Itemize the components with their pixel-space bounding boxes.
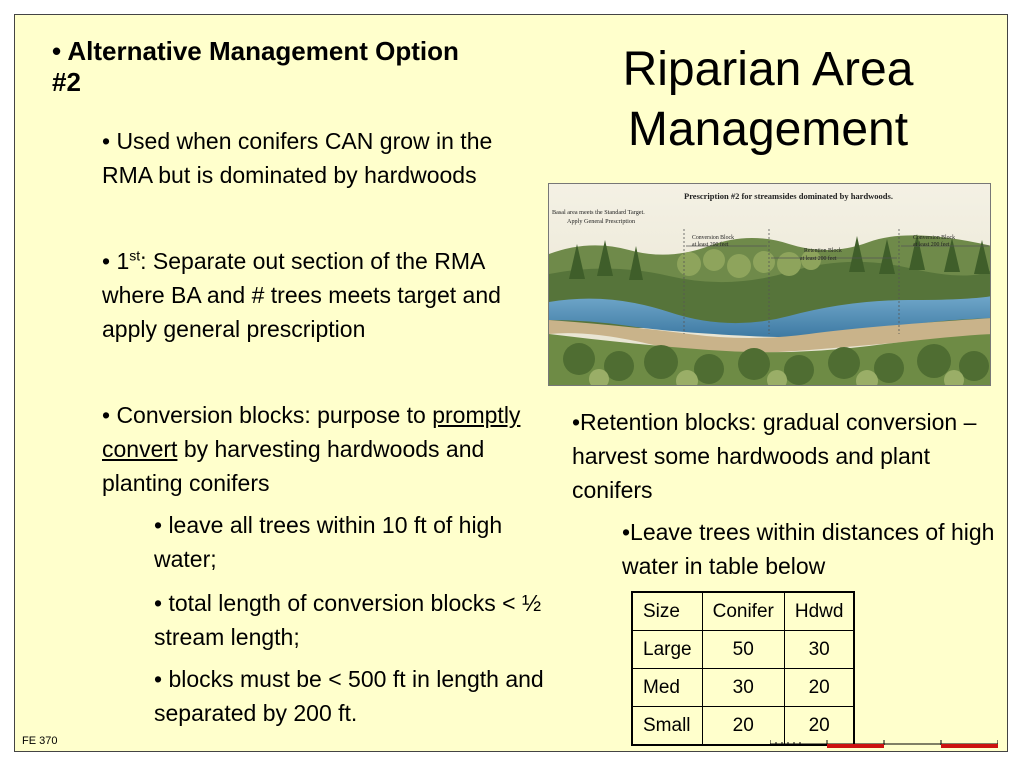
table-header-size: Size	[632, 592, 702, 631]
bullet-leave-trees: •Leave trees within distances of high water in table below	[622, 519, 995, 579]
table-header-hdwd: Hdwd	[784, 592, 854, 631]
table-cell: 30	[784, 631, 854, 669]
first-text: : Separate out section of the RMA where BA and # trees meets target and apply general prescription	[102, 248, 501, 342]
conversion-underlined: promptly convert	[102, 402, 521, 462]
table-cell: 50	[702, 631, 784, 669]
prescription-illustration	[548, 183, 991, 386]
illus-conversion-right-2: at least 200 feet	[913, 242, 950, 248]
illus-retention-1: Retention Block	[804, 248, 842, 254]
table-cell: Large	[632, 631, 702, 669]
bullet-retention: •Retention blocks: gradual conversion – harvest some hardwoods and plant conifers	[572, 409, 977, 503]
bullet-conversion	[102, 398, 532, 500]
conversion-suffix: by harvesting hardwoods and planting conifers	[102, 436, 485, 496]
table-header-row	[632, 592, 854, 631]
illus-conversion-right-1: Conversion Block	[913, 235, 956, 241]
conversion-prefix: • Conversion blocks: purpose to	[102, 402, 433, 428]
illus-basal-note-1: Basal area meets the Standard Target.	[552, 209, 645, 216]
distance-table	[631, 591, 855, 746]
sub-bullet-total-length: • total length of conversion blocks < ½ stream length;	[154, 590, 542, 650]
table-cell: Small	[632, 707, 702, 746]
illus-retention-2: at least 200 feet	[800, 256, 837, 262]
scale-bar	[770, 735, 998, 743]
table-cell: Med	[632, 669, 702, 707]
illus-heading: Prescription #2 for streamsides dominated by hardwoods.	[684, 191, 893, 201]
footer-label: FE 370	[22, 735, 58, 747]
illus-basal-note-2: Apply General Prescription	[567, 218, 636, 225]
bullet-first-step	[102, 244, 542, 346]
table-cell: 30	[702, 669, 784, 707]
table-cell: 20	[784, 707, 854, 746]
first-prefix: • 1	[102, 248, 130, 274]
illus-conversion-left-2: at least 200 feet	[692, 242, 729, 248]
slide-title: Riparian Area Management	[622, 43, 914, 156]
first-sup: st	[129, 247, 141, 264]
sub-bullet-block-length: • blocks must be < 500 ft in length and separated by 200 ft.	[154, 666, 544, 726]
table-cell: 20	[784, 669, 854, 707]
main-bullet: • Alternative Management Option #2	[52, 36, 459, 97]
illus-conversion-left-1: Conversion Block	[692, 235, 735, 241]
table-row	[632, 669, 854, 707]
table-row	[632, 631, 854, 669]
sub-bullet-high-water: • leave all trees within 10 ft of high water;	[154, 512, 503, 572]
table-cell: 20	[702, 707, 784, 746]
table-header-conifer: Conifer	[702, 592, 784, 631]
bullet-conifers: • Used when conifers CAN grow in the RMA but is dominated by hardwoods	[102, 128, 493, 188]
